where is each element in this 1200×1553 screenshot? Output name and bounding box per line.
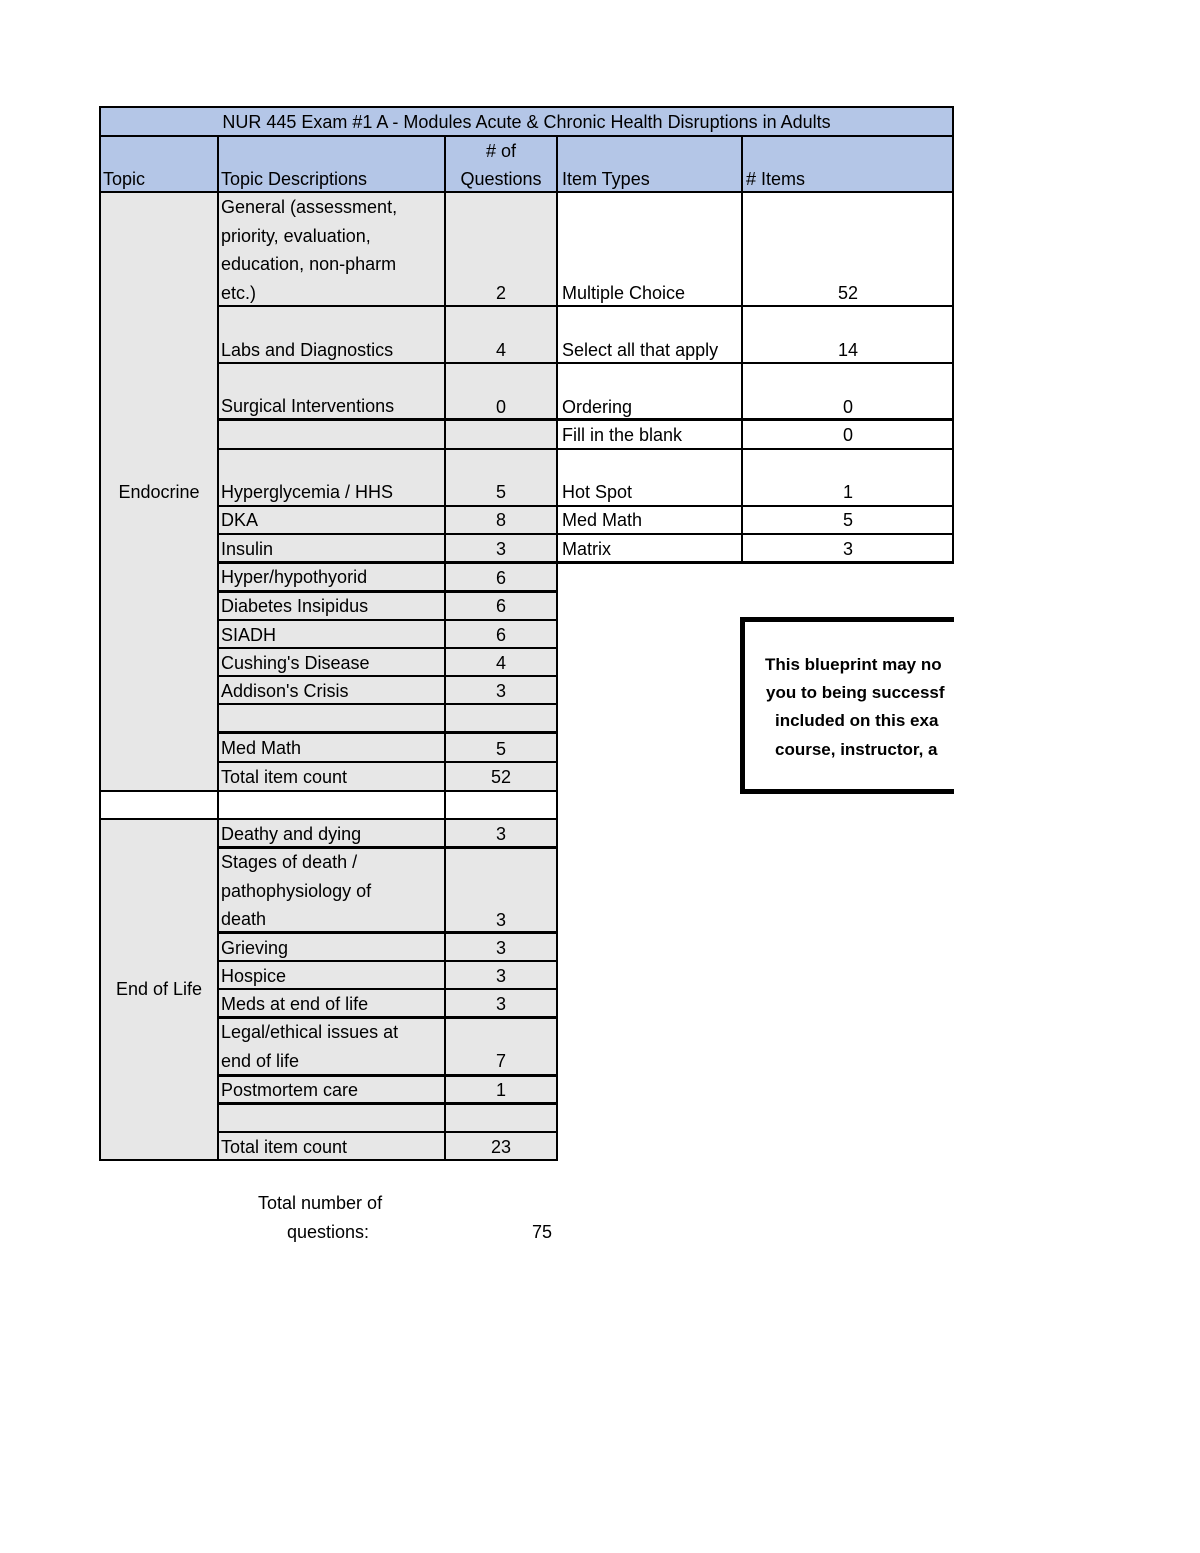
topic-description: Surgical Interventions bbox=[221, 396, 395, 416]
note-line: included on this exa bbox=[775, 711, 939, 730]
total-questions-label-line1: Total number of bbox=[258, 1193, 383, 1213]
total-questions-label-line2: questions: bbox=[287, 1222, 370, 1242]
grid-line bbox=[217, 988, 558, 990]
total-item-count-label: Total item count bbox=[221, 1137, 348, 1157]
question-count: 2 bbox=[495, 283, 506, 303]
page-title: NUR 445 Exam #1 A - Modules Acute & Chronic Health Disruptions in Adults bbox=[222, 112, 831, 132]
topic-description: Hyper/hypothyorid bbox=[221, 567, 368, 587]
question-count: 7 bbox=[495, 1051, 506, 1071]
topic-description: Stages of death / pathophysiology of death bbox=[221, 852, 372, 929]
topic-description: Grieving bbox=[221, 938, 289, 958]
item-type: Select all that apply bbox=[562, 340, 719, 360]
question-count: 3 bbox=[495, 539, 506, 559]
grid-line bbox=[217, 960, 558, 962]
header-num-items: # Items bbox=[746, 169, 806, 189]
question-count: 6 bbox=[495, 625, 506, 645]
question-count: 3 bbox=[495, 938, 506, 958]
topic-description: DKA bbox=[221, 510, 259, 530]
header-questions-line2: Questions bbox=[460, 169, 542, 189]
question-count: 4 bbox=[495, 653, 506, 673]
item-count: 52 bbox=[837, 283, 859, 303]
grid-line bbox=[217, 1102, 558, 1105]
total-item-count-value: 23 bbox=[490, 1137, 512, 1157]
topic-description: Deathy and dying bbox=[221, 824, 362, 844]
grid-line bbox=[99, 106, 101, 1161]
question-count: 3 bbox=[495, 681, 506, 701]
question-count: 5 bbox=[495, 739, 506, 759]
item-count: 0 bbox=[842, 425, 853, 445]
topic-endocrine: Endocrine bbox=[118, 482, 200, 502]
question-count: 6 bbox=[495, 568, 506, 588]
grid-line bbox=[99, 106, 954, 108]
header-topic-descriptions: Topic Descriptions bbox=[221, 169, 368, 189]
header-questions-line1: # of bbox=[485, 141, 517, 161]
topic-description: Diabetes Insipidus bbox=[221, 596, 369, 616]
item-type: Hot Spot bbox=[562, 482, 633, 502]
grid-line bbox=[217, 675, 558, 677]
item-count: 14 bbox=[837, 340, 859, 360]
topic-description: Cushing's Disease bbox=[221, 653, 370, 673]
grid-line bbox=[99, 790, 558, 792]
grid-line bbox=[217, 418, 954, 421]
question-count: 4 bbox=[495, 340, 506, 360]
question-count: 8 bbox=[495, 510, 506, 530]
grid-line bbox=[217, 619, 558, 621]
note-line: This blueprint may no bbox=[765, 655, 942, 674]
note-line: you to being successf bbox=[766, 683, 945, 702]
topic-description: Addison's Crisis bbox=[221, 681, 349, 701]
question-count: 3 bbox=[495, 824, 506, 844]
topic-description: Legal/ethical issues at end of life bbox=[221, 1022, 399, 1071]
total-item-count-label: Total item count bbox=[221, 767, 348, 787]
topic-description: Meds at end of life bbox=[221, 994, 369, 1014]
grid-line bbox=[99, 1159, 558, 1161]
question-count: 0 bbox=[495, 397, 506, 417]
item-type: Matrix bbox=[562, 539, 611, 559]
item-count: 3 bbox=[842, 539, 853, 559]
grid-line bbox=[99, 135, 954, 137]
topic-description: SIADH bbox=[221, 625, 277, 645]
item-count: 0 bbox=[842, 397, 853, 417]
item-count: 1 bbox=[842, 482, 853, 502]
topic-description: Hyperglycemia / HHS bbox=[221, 482, 394, 502]
question-count: 5 bbox=[495, 482, 506, 502]
grid-line bbox=[217, 703, 558, 705]
grid-line bbox=[99, 818, 558, 820]
total-item-count-value: 52 bbox=[490, 767, 512, 787]
grid-line bbox=[217, 561, 954, 564]
item-type: Ordering bbox=[562, 397, 633, 417]
grid-line bbox=[217, 1131, 558, 1133]
grid-line bbox=[217, 505, 954, 507]
grid-line bbox=[217, 448, 954, 450]
grid-line bbox=[217, 533, 954, 535]
grid-line bbox=[217, 647, 558, 649]
question-count: 3 bbox=[495, 966, 506, 986]
grid-line bbox=[217, 761, 558, 763]
question-count: 1 bbox=[495, 1080, 506, 1100]
question-count: 3 bbox=[495, 994, 506, 1014]
topic-description: Postmortem care bbox=[221, 1080, 359, 1100]
item-type: Fill in the blank bbox=[562, 425, 683, 445]
question-count: 3 bbox=[495, 910, 506, 930]
topic-description: General (assessment, priority, evaluation, education, non-pharm etc.) bbox=[221, 197, 398, 303]
topic-end-of-life: End of Life bbox=[115, 979, 203, 999]
blueprint-note-box bbox=[740, 617, 954, 794]
item-type: Med Math bbox=[562, 510, 643, 530]
topic-description: Hospice bbox=[221, 966, 287, 986]
grid-line bbox=[217, 362, 954, 364]
topic-description: Med Math bbox=[221, 738, 302, 758]
total-questions-value: 75 bbox=[532, 1222, 553, 1242]
header-item-types: Item Types bbox=[562, 169, 650, 189]
item-count: 5 bbox=[842, 510, 853, 530]
question-count: 6 bbox=[495, 596, 506, 616]
topic-description: Labs and Diagnostics bbox=[221, 340, 394, 360]
grid-line bbox=[217, 731, 558, 734]
header-topic: Topic bbox=[103, 169, 146, 189]
note-line: course, instructor, a bbox=[775, 740, 938, 759]
topic-description: Insulin bbox=[221, 539, 274, 559]
grid-line bbox=[217, 590, 558, 593]
item-type: Multiple Choice bbox=[562, 283, 686, 303]
